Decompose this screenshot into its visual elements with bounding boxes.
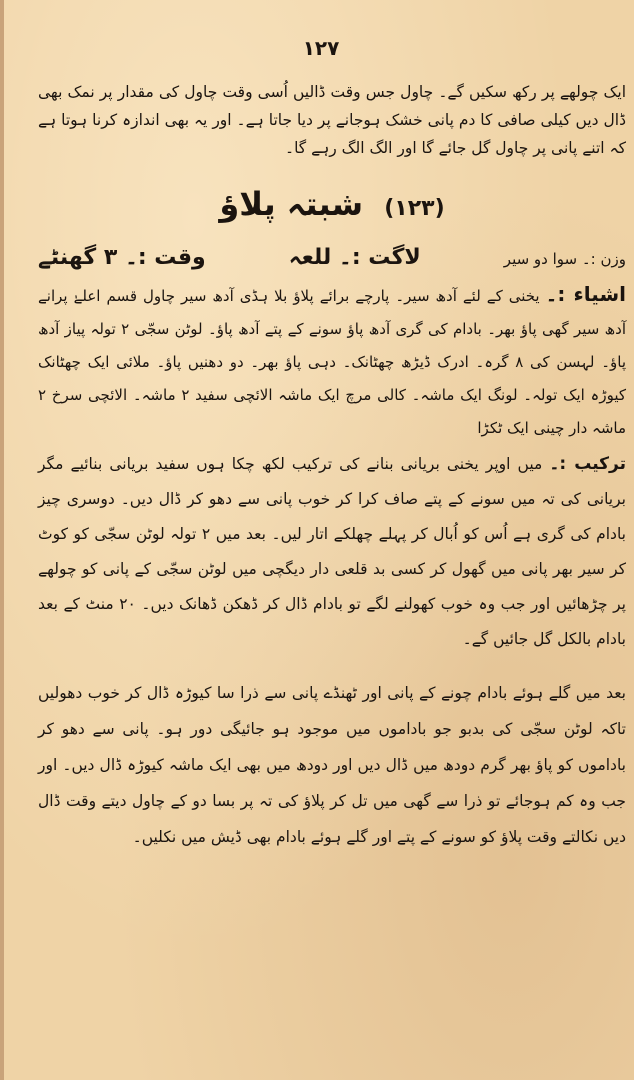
method-label: ترکیب :۔ (549, 454, 626, 474)
method-text: میں اوپر یخنی بریانی بنانے کی ترکیب لکھ چکا ہوں سفید بریانی بنائیے مگر بریانی کی تہ میں سونے کے پتے صاف کرا کر خوب پانی سے دھو کر ڈال دیں۔ دوسری چیز بادام کی گری ہے اُس کو اُبال کر پہلے چھلکے اتار لیں۔ بعد میں ۲ تولہ لوٹن سجّی کو کوٹ کر سیر بھر پانی میں گھول کر کسی بد قلعی دار دیگچی میں لوٹن سجّی کے پانی کو چولھے پر چڑھائیں اور جب وہ خوب کھولنے لگے تو بادام ڈال کر ڈھکن ڈھانک دیں۔ ۲۰ منٹ کے بعد بادام بالکل گل جائیں گے۔ (38, 455, 626, 648)
recipe-time: وقت :۔ ۳ گھنٹے (38, 245, 206, 270)
recipe-title: شبتہ پلاؤ (219, 185, 364, 223)
intro-paragraph: ایک چولھے پر رکھ سکیں گے۔ چاول جس وقت ڈالیں اُسی وقت چاول کی مقدار پر نمک بھی ڈال دیں کیلی صافی کا دم پانی خشک ہوجانے پر دیا جاتا ہے۔ اور یہ بھی اندازہ کرنا ہوتا ہے کہ اتنے پانی پر چاول گل جائے گا اور الگ الگ رہے گا۔ (38, 83, 626, 157)
ingredients-label: اشیاء :۔ (545, 282, 626, 306)
recipe-number: (۱۲۳) (384, 196, 445, 221)
ingredients-text: یخنی کے لئے آدھ سیر۔ پارچے برائے پلاؤ بلا ہڈی آدھ سیر چاول قسم اعلےٰ پرانے آدھ سیر گھی پاؤ بھر۔ بادام کی گری آدھ پاؤ سونے کے پتے آدھ پاؤ۔ لوٹن سجّی ۲ تولہ پیاز آدھ پاؤ۔ لہسن کی ۸ گرہ۔ ادرک ڈیڑھ چھٹانک۔ دہی پاؤ بھر۔ دو دھنیں پاؤ۔ ملائی ایک چھٹانک کیوڑہ ایک تولہ۔ لونگ ایک ماشہ۔ کالی مرچ ایک ماشہ الائچی سفید ۲ ماشہ۔ الائچی سرخ ۲ ماشہ دار چینی ایک ٹکڑا (38, 287, 627, 437)
recipe-meta (38, 243, 626, 274)
after-paragraph: بعد میں گلے ہوئے بادام چونے کے پانی اور ٹھنڈے پانی سے ذرا سا کیوڑہ ڈال کر خوب دھولیں تاکہ لوٹن سجّی کی بدبو جو باداموں میں موجود ہو جائیگی دور ہو۔ پانی سے دھو کر باداموں کو پاؤ بھر گرم دودھ میں ڈال دیں اور دودھ میں بھی ایک ماشہ کیوڑہ ڈال دیں۔ اور جب وہ کم ہوجائے تو ذرا سے گھی میں تل کر پلاؤ کی تہ پر بسا دو کے چاول دیتے وقت ڈال دیں نکالتے وقت پلاؤ کو سونے کے پتے اور گلے ہوئے بادام بھی ڈیش میں نکلیں۔ (38, 684, 626, 846)
recipe-cost: لاگت :۔ للعہ (288, 245, 421, 270)
page-number: ۱۲۷ (302, 36, 340, 60)
recipe-weight: وزن :۔ سوا دو سیر (503, 250, 626, 268)
ingredients-section (38, 278, 626, 445)
recipe-heading (38, 178, 626, 235)
method-section (38, 447, 626, 657)
page-content (38, 78, 626, 1068)
